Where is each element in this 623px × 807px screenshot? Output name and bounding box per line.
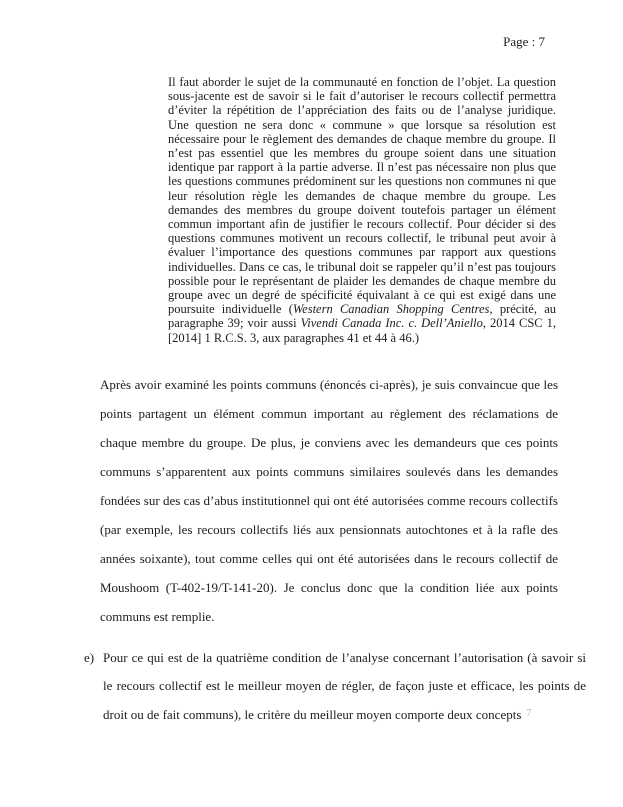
list-item-text xyxy=(103,644,586,729)
page-number-label: Page : 7 xyxy=(503,34,545,49)
case-citation-western-canadian: Western Canadian Shopping Centres xyxy=(292,302,490,317)
quote-text-segment: , précité, au paragraphe 39; voir aussi xyxy=(168,302,556,331)
quote-text-segment: , 2014 CSC 1, [2014] 1 R.C.S. 3, aux paragraphes 41 et 44 à 46.) xyxy=(168,316,556,345)
case-citation-vivendi: Vivendi Canada Inc. c. Dell’Aniello xyxy=(300,316,483,331)
quote-text-segment: Il faut aborder le sujet de la communauté en fonction de l’objet. La question sous-jacente est de savoir si le fait d’autoriser le recours collectif permettra d’éviter la répétition de l’appréciation des faits ou de l’analyse juridique. Une question ne sera donc « commune » que lorsque sa résolution est nécessaire pour le règlement des demandes de chaque membre du groupe. Il n’est pas essentiel que les membres du groupe soient dans une situation identique par rapport à la partie adverse. Il n’est pas nécessaire non plus que les questions communes prédominent sur les questions non communes ni que leur résolution règle les demandes de chaque membre du groupe. Les demandes des membres du groupe doivent toutefois partager un élément commun important afin de justifier le recours collectif. Pour décider si des questions communes motivent un recours collectif, le tribunal peut avoir à évaluer l’importance des questions communes par rapport aux questions individuelles. Dans ce cas, le tribunal doit se rappeler qu’il n’est pas toujours possible pour le représentant de plaider les demandes de chaque membre du groupe avec un degré de spécificité équivalant à ce qui est exigé dans une poursuite individuelle ( xyxy=(168,75,556,317)
page-header xyxy=(0,34,623,49)
list-item-marker: e) xyxy=(84,649,95,665)
list-item-e xyxy=(84,644,586,729)
faint-page-artifact: 7 xyxy=(526,707,532,719)
list-item-text-content: Pour ce qui est de la quatrième condition de l’analyse concernant l’autorisation (à savoir si le recours collectif est le meilleur moyen de régler, de façon juste et efficace, les points de droit ou de fait communs), le critère du meilleur moyen comporte deux concepts xyxy=(103,649,586,722)
body-paragraph: Après avoir examiné les points communs (énoncés ci-après), je suis convaincue que les points partagent un élément commun important au règlement des réclamations de chaque membre du groupe. De plus, je conviens avec les demandeurs que ces points communs s’apparentent aux points communs similaires soulevés dans les demandes fondées sur des cas d’abus institutionnel qui ont été autorisées comme recours collectifs (par exemple, les recours collectifs liés aux pensionnats autochtones et à la rafle des années soixante), tout comme celles qui ont été autorisées dans le recours collectif de Moushoom (T-402-19/T-141-20). Je conclus donc que la condition liée aux points communs est remplie. xyxy=(100,376,558,624)
block-quote xyxy=(168,75,556,345)
